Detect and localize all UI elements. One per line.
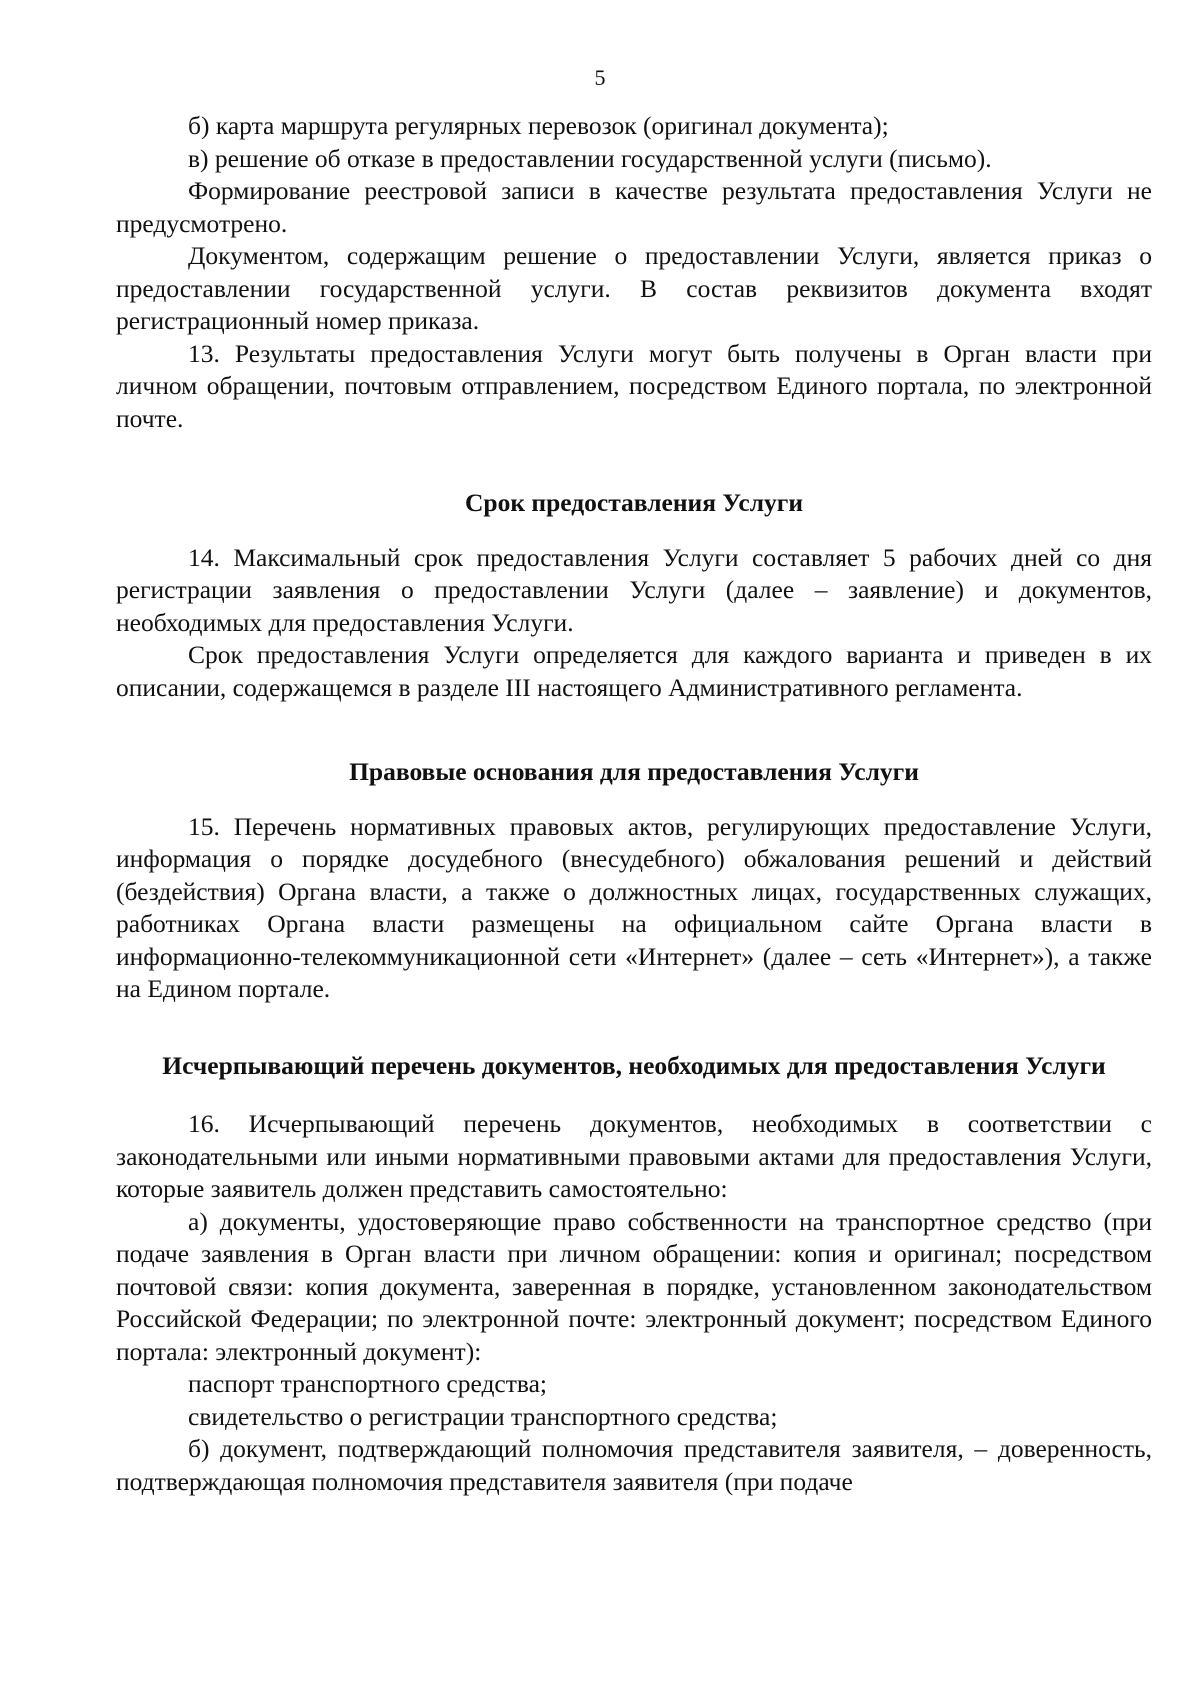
paragraph-item-b-power-of-attorney: б) документ, подтверждающий полномочия представителя заявителя, – доверенность, подтверждающая полномочия представителя заявителя (при подаче: [116, 1434, 1152, 1496]
paragraph-term-variants: Срок предоставления Услуги определяется для каждого варианта и приведен в их описании, содержащемся в разделе III настоящего Административного регламента.: [116, 640, 1152, 702]
paragraph-13-results: 13. Результаты предоставления Услуги могут быть получены в Орган власти при личном обращении, почтовым отправлением, посредством Единого портала, по электронной почте.: [116, 338, 1152, 433]
paragraph-16-documents: 16. Исчерпывающий перечень документов, необходимых в соответствии с законодательными или иными нормативными правовыми актами для предоставления Услуги, которые заявитель должен представить самостоятельно:: [116, 1109, 1152, 1203]
section-heading-legal-grounds: Правовые основания для предоставления Услуги: [349, 757, 919, 786]
paragraph-vehicle-passport: паспорт транспортного средства;: [188, 1369, 547, 1398]
paragraph-decision-document: Документом, содержащим решение о предоставлении Услуги, является приказ о предоставлении государственной услуги. В состав реквизитов документа входят регистрационный номер приказа.: [116, 241, 1152, 335]
paragraph-item-v-refusal: в) решение об отказе в предоставлении государственной услуги (письмо).: [188, 143, 992, 173]
page-content: [116, 110, 1152, 1498]
paragraph-14-max-term: 14. Максимальный срок предоставления Услуги составляет 5 рабочих дней со дня регистрации заявления о предоставлении Услуги (далее – заявление) и документов, необходимых для предоставления Услуги.: [116, 542, 1152, 637]
page-number: 5: [594, 65, 606, 90]
paragraph-registry-record: Формирование реестровой записи в качестве результата предоставления Услуги не предусмотрено.: [116, 176, 1152, 238]
paragraph-item-b-route-map: б) карта маршрута регулярных перевозок (оригинал документа);: [188, 111, 889, 140]
paragraph-item-a-ownership: а) документы, удостоверяющие право собственности на транспортное средство (при подаче заявления в Орган власти при личном обращении: копия и оригинал; посредством почтовой связи: копия документа, заверенная в порядке, установленном законодательством Российской Федерации; по электронной почте: электронный документ; посредством Единого портала: электронный документ):: [116, 1206, 1152, 1366]
paragraph-15-legal-acts: 15. Перечень нормативных правовых актов, регулирующих предоставление Услуги, информация о порядке досудебного (внесудебного) обжалования решений и действий (бездействия) Органа власти, а также о должностных лицах, государственных служащих, работниках Органа власти размещены на официальном сайте Органа власти в информационно-телекоммуникационной сети «Интернет» (далее – сеть «Интернет»), а также на Едином портале.: [116, 811, 1152, 1003]
paragraph-registration-certificate: свидетельство о регистрации транспортного средства;: [188, 1401, 778, 1431]
section-heading-documents-list: Исчерпывающий перечень документов, необходимых для предоставления Услуги: [162, 1050, 1106, 1080]
section-heading-term: Срок предоставления Услуги: [464, 488, 804, 517]
